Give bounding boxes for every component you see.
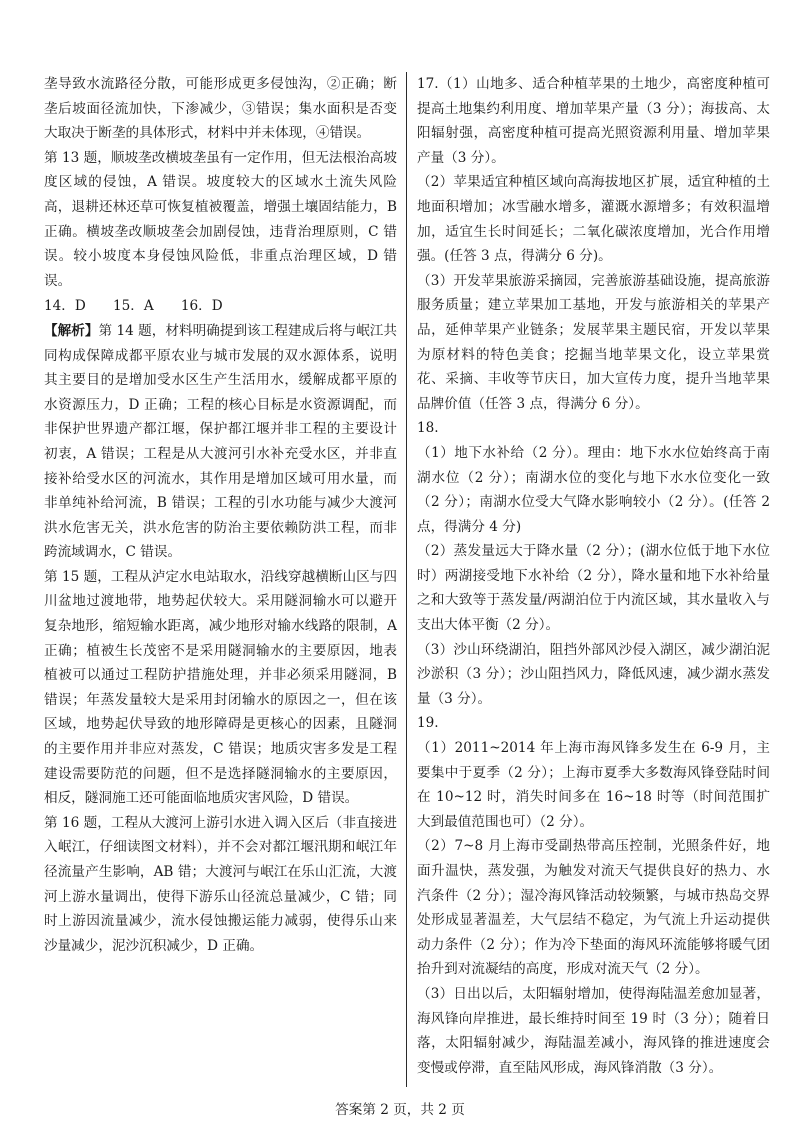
paragraph-q14 xyxy=(44,319,397,565)
answer-q19-1: （1）2011~2014 年上海市海风锋多发生在 6-9 月，主要集中于夏季（2 分）；上海市夏季大多数海风锋登陆时间在 10~12 时，消失时间多在 16~18 时等（时间范围扩大到最值范围也可）（2 分）。 xyxy=(417,740,770,830)
question-19-heading: 19. xyxy=(417,715,439,732)
answer-q18-2: （2）蒸发量远大于降水量（2 分）；(湖水位低于地下水位时）两湖接受地下水补给（2 分），降水量和地下水补给量之和大致等于蒸发量/两湖泊位于内流区域，其水量收入与支出大体平衡（2 分）。 xyxy=(417,543,770,634)
answer-q17-1: 17.（1）山地多、适合种植苹果的土地少，高密度种植可提高土地集约利用度、增加苹果产量（3 分）；海拔高、太阳辐射强，高密度种植可提高光照资源利用量、增加苹果产量（3 分）。 xyxy=(417,76,770,166)
right-column xyxy=(417,72,770,1080)
answer-q19-2: （2）7~8 月上海市受副热带高压控制，光照条件好，地面升温快，蒸发强，为触发对流天气提供良好的热力、水汽条件（2 分）；湿冷海风锋活动较频繁，与城市热岛交界处形成显著温差，大气层结不稳定，为气流上升运动提供动力条件（2 分）；作为冷下垫面的海风环流能够将暖气团抬升到对流凝结的高度，形成对流天气（2 分）。 xyxy=(417,838,770,978)
paragraph-q15: 第 15 题，工程从泸定水电站取水，沿线穿越横断山区与四川盆地过渡地带，地势起伏较大。采用隧洞输水可以避开复杂地形，缩短输水距离，减少地形对输水线路的限制，A 正确；植被生长茂密不是采用隧洞输水的主要原因，地表植被可以通过工程防护措施处理，并非必须采用隧洞，B 错误；年蒸发量较大是采用封闭输水的原因之一，但在该区域，地势起伏导致的地形障碍是更核心的因素，且隧洞的主要作用并非应对蒸发，C 错误；地质灾害多发是工程建设需要防范的问题，但不是选择隧洞输水的主要原因，相反，隧洞施工还可能面临地质灾害风险，D 错误。 xyxy=(44,568,397,807)
answer-q18-3: （3）沙山环绕湖泊，阻挡外部风沙侵入湖区，减少湖泊泥沙淤积（3 分）；沙山阻挡风力，降低风速，减少湖水蒸发量（3 分）。 xyxy=(417,641,770,707)
answer-q17-2: （2）苹果适宜种植区域向高海拔地区扩展，适宜种植的土地面积增加；冰雪融水增多，灌溉水源增多；有效积温增加，适宜生长时间延长；二氧化碳浓度增加，光合作用增强。(任答 3 点，得满分 6 分)。 xyxy=(417,174,770,265)
analysis-label: 【解析】 xyxy=(44,322,99,339)
page-footer: 答案第 2 页，共 2 页 xyxy=(335,1102,465,1118)
answer-q18-1: （1）地下水补给（2 分）。理由：地下水水位始终高于南湖水位（2 分）；南湖水位的变化与地下水水位变化一致（2 分）；南湖水位受大气降水影响较小（2 分）。(任答 2 点，得满分 4 分) xyxy=(417,444,770,535)
answers-14-16: 14．D 15．A 16．D xyxy=(44,298,223,315)
answer-q17-3: （3）开发苹果旅游采摘园，完善旅游基础设施，提高旅游服务质量；建立苹果加工基地，开发与旅游相关的苹果产品，延伸苹果产业链条；发展苹果主题民宿，开发以苹果为原材料的特色美食；挖掘当地苹果文化，设立苹果赏花、采摘、丰收等节庆日，加大宣传力度，提升当地苹果品牌价值（任答 3 点，得满分 6 分）。 xyxy=(417,272,770,412)
paragraph-q12-continued: 垄导致水流路径分散，可能形成更多侵蚀沟，②正确；断垄后坡面径流加快，下渗减少，③错误；集水面积是否变大取决于断垄的具体形式，材料中并未体现，④错误。 xyxy=(44,76,397,142)
question-18-heading: 18. xyxy=(417,420,439,437)
paragraph-q13: 第 13 题，顺坡垄改横坡垄虽有一定作用，但无法根治高坡度区域的侵蚀，A 错误。坡度较大的区域水土流失风险高，退耕还林还草可恢复植被覆盖，增强土壤固结能力，B 正确。横坡垄改顺坡垄会加剧侵蚀，违背治理原则，C 错误。较小坡度本身侵蚀风险低，非重点治理区域，D 错误。 xyxy=(44,149,397,289)
left-column xyxy=(44,72,397,958)
column-divider xyxy=(406,72,407,1087)
answer-q19-3: （3）日出以后，太阳辐射增加，使得海陆温差愈加显著，海风锋向岸推进，最长维持时间至 19 时（3 分）；随着日落，太阳辐射减少，海陆温差减小，海风锋的推进速度会变慢或停滞，直至陆风形成，海风锋消散（3 分）。 xyxy=(417,985,770,1076)
paragraph-q16: 第 16 题，工程从大渡河上游引水进入调入区后（非直接进入岷江，仔细读图文材料），并不会对都江堰汛期和岷江年径流量产生影响，AB 错；大渡河与岷江在乐山汇流，大渡河上游水量调出，使得下游乐山径流总量减少，C 错；同时上游因流量减少，流水侵蚀搬运能力减弱，使得乐山来沙量减少，泥沙沉积减少，D 正确。 xyxy=(44,814,397,954)
paragraph-q14-text: 第 14 题，材料明确提到该工程建成后将与岷江共同构成保障成都平原农业与城市发展的双水源体系，说明其主要目的是增加受水区生产生活用水，缓解成都平原的水资源压力，D 正确；工程的核心目标是水资源调配，而非保护世界遗产都江堰，保护都江堰并非工程的主要设计初衷，A 错误；工程是从大渡河引水补充受水区，并非直接补给受水区的河流水，其作用是增加区域可用水量，而非单纯补给河流，B 错误；工程的引水功能与减少大渡河洪水危害无关，洪水危害的防治主要依赖防洪工程，而非跨流域调水，C 错误。 xyxy=(44,322,397,561)
